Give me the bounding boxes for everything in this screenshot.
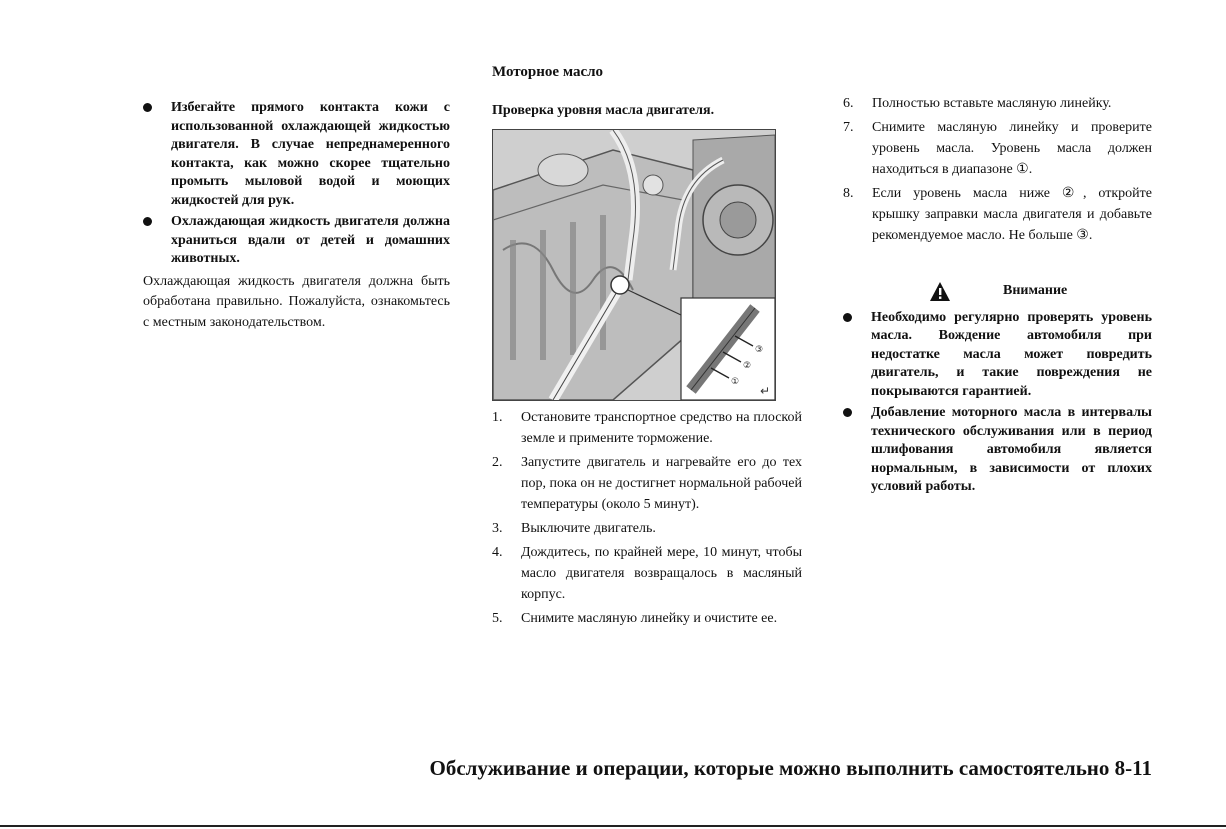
step-text: Если уровень масла ниже ②, откройте крышку заправки масла двигателя и добавьте рекомендуемое масло. Не больше ③. — [872, 186, 1152, 243]
right-column — [843, 94, 1152, 500]
engine-dipstick-illustration — [492, 129, 776, 401]
caution-item — [143, 99, 450, 210]
bullet-icon — [143, 217, 152, 226]
step-number: 1. — [492, 410, 503, 425]
warning-item — [843, 309, 1152, 402]
warning-text: Добавление моторного масла в интервалы технического обслуживания или в период шлифования автомобиля является нормальным, в зависимости от плохих условий работы. — [871, 405, 1152, 495]
coolant-paragraph: Охлаждающая жидкость двигателя должна быть обработана правильно. Пожалуйста, ознакомьтесь с местным законодательством. — [143, 273, 450, 330]
inset-label: ② — [743, 361, 752, 371]
bullet-icon — [843, 408, 852, 417]
warning-text: Необходимо регулярно проверять уровень масла. Вождение автомобиля при недостатке масла может повредить двигатель, и такие повреждения не покрываются гарантией. — [871, 309, 1152, 399]
step-number: 3. — [492, 520, 503, 536]
caution-list — [143, 99, 450, 269]
step-number: 4. — [492, 545, 503, 561]
step-item — [843, 184, 1152, 246]
inset-label: ① — [731, 377, 740, 387]
caution-item — [143, 213, 450, 269]
step-number: 5. — [492, 611, 503, 627]
bottom-divider — [0, 825, 1226, 827]
step-text: Остановите транспортное средство на плоской земле и примените торможение. — [521, 410, 802, 446]
caution-text: Избегайте прямого контакта кожи с использованной охлаждающей жидкостью двигателя. В случае непреднамеренного контакта, как можно скорее тщательно промыть мыловой водой и моющих жидкостей для рук. — [171, 100, 450, 208]
step-text: Снимите масляную линейку и очистите ее. — [521, 611, 778, 627]
page-footer: Обслуживание и операции, которые можно выполнить самостоятельно 8-11 — [429, 756, 1152, 780]
step-number: 8. — [843, 186, 854, 202]
step-text: Запустите двигатель и нагревайте его до тех пор, пока он не достигнет нормальной рабочей температуры (около 5 минут). — [521, 455, 802, 512]
step-item — [843, 94, 1152, 115]
warning-item — [843, 404, 1152, 497]
step-text: Снимите масляную линейку и проверите уровень масла. Уровень масла должен находиться в диапазоне ①. — [872, 120, 1152, 177]
step-text: Выключите двигатель. — [521, 520, 656, 536]
step-number: 7. — [843, 120, 854, 136]
step-number: 6. — [843, 96, 854, 111]
warning-list — [843, 309, 1152, 497]
warning-label: Внимание — [1003, 282, 1068, 298]
warning-header — [843, 281, 1152, 305]
inset-label: ③ — [755, 345, 764, 355]
step-item — [492, 543, 802, 605]
subsection-title: Проверка уровня масла двигателя. — [492, 103, 715, 118]
engine-drawing — [493, 130, 775, 400]
left-column — [143, 99, 450, 333]
bullet-icon — [143, 103, 152, 112]
step-item — [492, 519, 802, 540]
section-title: Моторное масло — [492, 64, 604, 80]
step-item — [492, 609, 802, 630]
step-number: 2. — [492, 455, 503, 471]
step-text: Полностью вставьте масляную линейку. — [872, 96, 1112, 111]
middle-column — [492, 62, 802, 633]
caution-text: Охлаждающая жидкость двигателя должна храниться вдали от детей и домашних животных. — [171, 214, 450, 266]
warning-triangle-icon — [929, 281, 951, 303]
return-arrow-icon: ↵ — [759, 384, 770, 398]
bullet-icon — [843, 313, 852, 322]
step-item — [843, 118, 1152, 180]
procedure-steps-continued — [843, 94, 1152, 247]
step-text: Дождитесь, по крайней мере, 10 минут, чтобы масло двигателя возвращалось в масляный корпус. — [521, 545, 802, 602]
step-item — [492, 453, 802, 515]
procedure-steps — [492, 408, 802, 630]
step-item — [492, 408, 802, 450]
